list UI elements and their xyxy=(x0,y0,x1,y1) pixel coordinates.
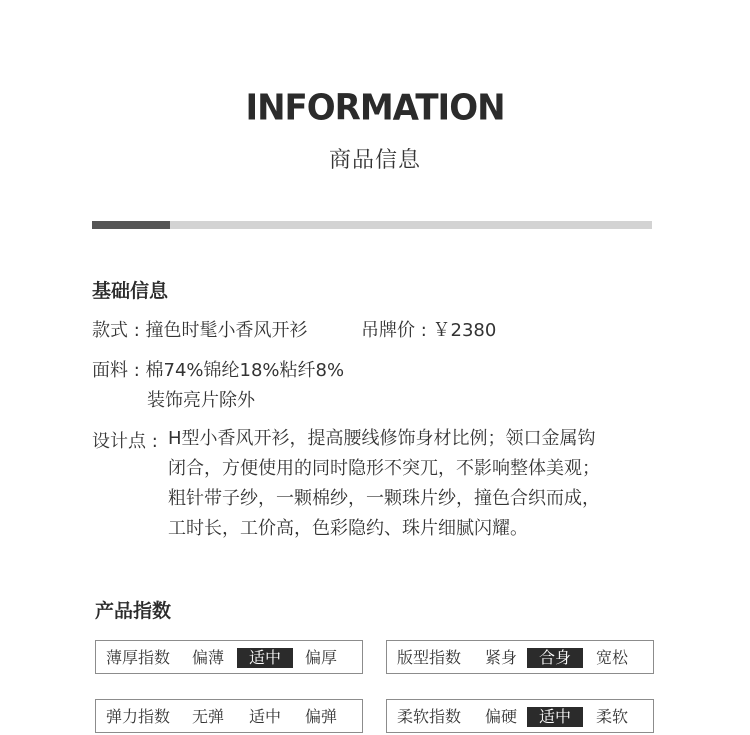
option-thin: 偏薄 xyxy=(191,648,224,667)
option-loose: 宽松 xyxy=(595,648,628,667)
option-soft: 柔软 xyxy=(595,707,628,726)
price-row xyxy=(361,316,496,342)
page-title-chinese: 商品信息 xyxy=(328,148,421,173)
fabric-row xyxy=(92,356,344,382)
basic-info-heading: 基础信息 xyxy=(92,280,169,302)
option-firm: 偏硬 xyxy=(484,707,517,726)
design-line-4: 工时长，工价高，色彩隐约、珠片细腻闪耀。 xyxy=(168,518,528,539)
fabric-note: 装饰亮片除外 xyxy=(147,390,255,411)
divider-progress-bar xyxy=(92,221,652,229)
design-line-3: 粗针带子纱，一颗棉纱，一颗珠片纱，撞色合织而成， xyxy=(168,488,600,509)
option-no-stretch: 无弹 xyxy=(191,707,224,726)
option-stretchy: 偏弹 xyxy=(304,707,337,726)
index-box-elasticity xyxy=(95,699,363,733)
index-label-thickness: 薄厚指数 xyxy=(106,648,171,667)
option-tight: 紧身 xyxy=(484,648,517,667)
design-line-1: H型小香风开衫，提高腰线修饰身材比例；领口金属钩 xyxy=(168,428,596,449)
option-regular-selected: 合身 xyxy=(527,648,583,668)
index-label-fit: 版型指数 xyxy=(397,648,462,667)
index-box-softness xyxy=(386,699,654,733)
option-medium-selected: 适中 xyxy=(237,648,293,668)
index-label-elasticity: 弹力指数 xyxy=(106,707,171,726)
option-medium-selected: 适中 xyxy=(527,707,583,727)
product-index-heading: 产品指数 xyxy=(95,600,172,622)
style-row xyxy=(92,316,308,342)
price-value: 吊牌价 : ￥2380 xyxy=(361,320,497,341)
divider-accent xyxy=(92,221,170,229)
option-thick: 偏厚 xyxy=(304,648,337,667)
design-label: 设计点 : xyxy=(92,431,158,452)
index-box-fit xyxy=(386,640,654,674)
index-box-thickness xyxy=(95,640,363,674)
fabric-value: 面料 : 棉74%锦纶18%粘纤8% xyxy=(92,360,345,381)
design-line-2: 闭合，方便使用的同时隐形不突兀，不影响整体美观； xyxy=(168,458,600,479)
option-medium: 适中 xyxy=(248,707,281,726)
index-label-softness: 柔软指数 xyxy=(397,707,462,726)
page-title-english: INFORMATION xyxy=(245,87,505,129)
style-value: 款式 : 撞色时髦小香风开衫 xyxy=(92,320,308,341)
